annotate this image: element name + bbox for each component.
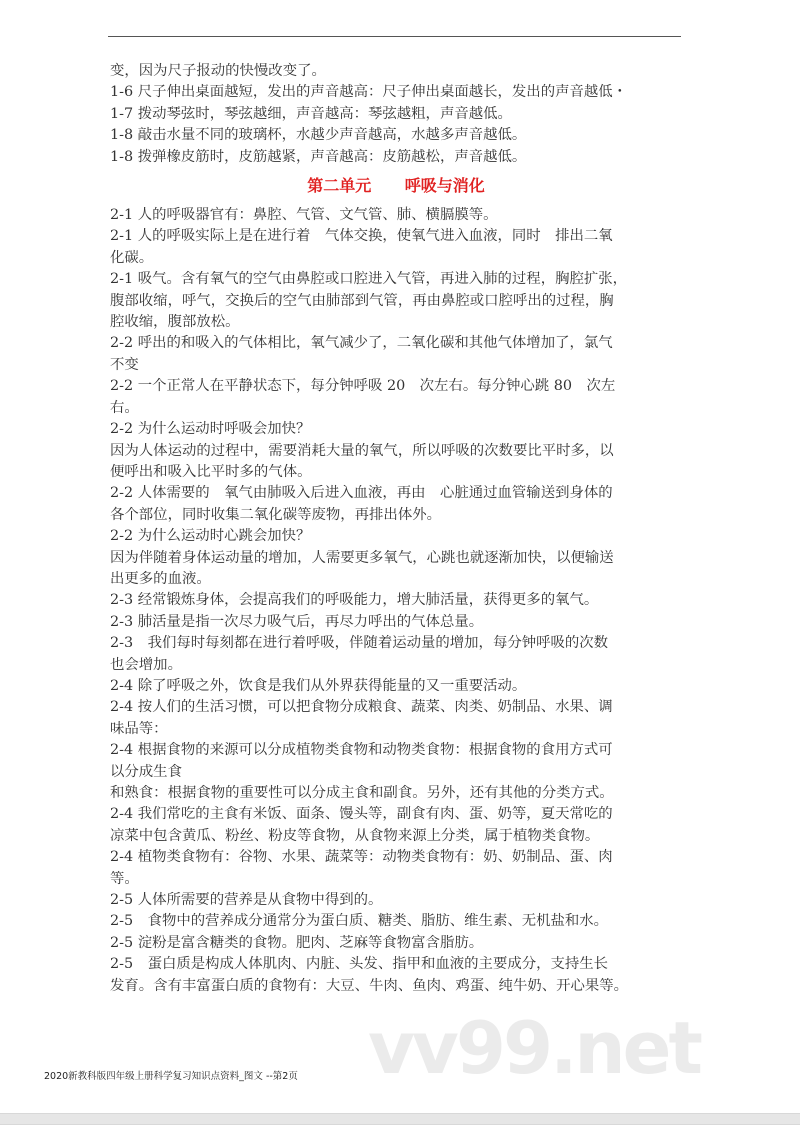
text-line: 2-5 蛋白质是构成人体肌肉、内脏、头发、指甲和血液的主要成分，支持生长	[110, 956, 609, 973]
text-line: 1-8 拨弹橡皮筋时，皮筋越紧，声音越高：皮筋越松，声音越低。	[110, 148, 527, 165]
text-line: 腔收缩，腹部放松。	[110, 314, 240, 331]
text-line: 也会增加。	[110, 656, 182, 673]
text-line: 凉菜中包含黄瓜、粉丝、粉皮等食物，从食物来源上分类，属于植物类食物。	[110, 827, 600, 844]
text-line: 2-2 一个正常人在平静状态下，每分钟呼吸 20 次左右。每分钟心跳 80 次左	[110, 378, 616, 395]
text-line: 2-3 我们每时每刻都在进行着呼吸，伴随着运动量的增加，每分钟呼吸的次数	[110, 635, 609, 652]
text-line: 2-4 按人们的生活习惯，可以把食物分成粮食、蔬菜、肉类、奶制品、水果、调	[110, 699, 613, 716]
document-body	[110, 61, 682, 997]
unit2-section	[110, 205, 682, 997]
text-line: 2-2 人体需要的 氧气由肺吸入后进入血液，再由 心脏通过血管输送到身体的	[110, 485, 613, 502]
text-line: 2-1 吸气。含有氧气的空气由鼻腔或口腔进入气管，再进入肺的过程，胸腔扩张，	[110, 271, 628, 288]
text-line: 不变	[110, 356, 139, 373]
text-line: 变，因为尺子报动的快慢改变了。	[110, 63, 326, 79]
text-line: 化碳。	[110, 249, 154, 266]
section-name: 呼吸与消化	[404, 176, 485, 196]
text-line: 因为人体运动的过程中，需要消耗大量的氧气，所以呼吸的次数要比平时多，以	[110, 442, 614, 459]
text-line: 1-7 拨动琴弦时，琴弦越细，声音越高：琴弦越粗，声音越低。	[110, 105, 512, 122]
text-line: 右。	[110, 399, 139, 416]
unit1-section	[110, 61, 682, 168]
text-line: 2-1 人的呼吸实际上是在进行着 气体交换，使氧气进入血液，同时 排出二氧	[110, 228, 613, 245]
text-line: 2-4 我们常吃的主食有米饭、面条、馒头等，副食有肉、蛋、奶等，夏天常吃的	[110, 806, 613, 823]
text-line: 2-3 肺活量是指一次尽力吸气后，再尽力呼出的气体总量。	[110, 613, 484, 630]
text-line: 2-5 淀粉是富含糖类的食物。肥肉、芝麻等食物富含脂肪。	[110, 934, 484, 951]
text-line: 2-2 为什么运动时心跳会加快？	[110, 528, 311, 545]
text-line: 各个部位，同时收集二氧化碳等废物，再排出体外。	[110, 506, 441, 523]
text-line: 因为伴随着身体运动量的增加，人需要更多氧气，心跳也就逐渐加快，以便输送	[110, 549, 614, 566]
page-footer: 2020新教科版四年级上册科学复习知识点资料_图文 --第2页	[44, 1071, 298, 1082]
section-title	[110, 170, 682, 202]
text-line: 腹部收缩，呼气，交换后的空气由肺部到气管，再由鼻腔或口腔呼出的过程，胸	[110, 292, 614, 309]
text-line: 2-5 人体所需要的营养是从食物中得到的。	[110, 892, 383, 909]
text-line: 2-4 除了呼吸之外，饮食是我们从外界获得能量的又一重要活动。	[110, 677, 527, 694]
text-line: 2-5 食物中的营养成分通常分为蛋白质、糖类、脂肪、维生素、无机盐和水。	[110, 913, 609, 930]
text-line: 味品等：	[110, 720, 168, 737]
text-line: 以分成生食	[110, 763, 182, 780]
text-line: 和熟食：根据食物的重要性可以分成主食和副食。另外，还有其他的分类方式。	[110, 785, 614, 801]
text-line: 便呼出和吸入比平时多的气体。	[110, 463, 312, 480]
text-line: 2-3 经常锻炼身体，会提高我们的呼吸能力，增大肺活量，获得更多的氧气。	[110, 592, 599, 609]
text-line: 2-1 人的呼吸器官有：鼻腔、气管、文气管、肺、横膈膜等。	[110, 207, 498, 224]
text-line: 出更多的血液。	[110, 570, 211, 587]
text-line: 2-2 呼出的和吸入的气体相比，氧气减少了，二氧化碳和其他气体增加了，氯气	[110, 335, 613, 352]
text-line: 2-4 植物类食物有：谷物、水果、蔬菜等：动物类食物有：奶、奶制品、蛋、肉	[110, 849, 613, 866]
header-rule	[108, 36, 681, 37]
text-line: 2-4 根据食物的来源可以分成植物类食物和动物类食物：根据食物的食用方式可	[110, 742, 613, 759]
text-line: 2-2 为什么运动时呼吸会加快？	[110, 421, 311, 438]
watermark: vv99.net	[368, 1006, 700, 1090]
text-line: 1-6 尺子伸出桌面越短，发出的声音越高：尺子伸出桌面越长，发出的声音越低・	[110, 84, 628, 101]
text-line: 1-8 敲击水量不同的玻璃杯，水越少声音越高，水越多声音越低。	[110, 127, 527, 144]
page-separator	[0, 1113, 800, 1125]
text-line: 等。	[110, 870, 139, 887]
section-unit: 第二单元	[307, 176, 372, 196]
text-line: 发育。含有丰富蛋白质的食物有：大豆、牛肉、鱼肉、鸡蛋、纯牛奶、开心果等。	[110, 977, 629, 994]
